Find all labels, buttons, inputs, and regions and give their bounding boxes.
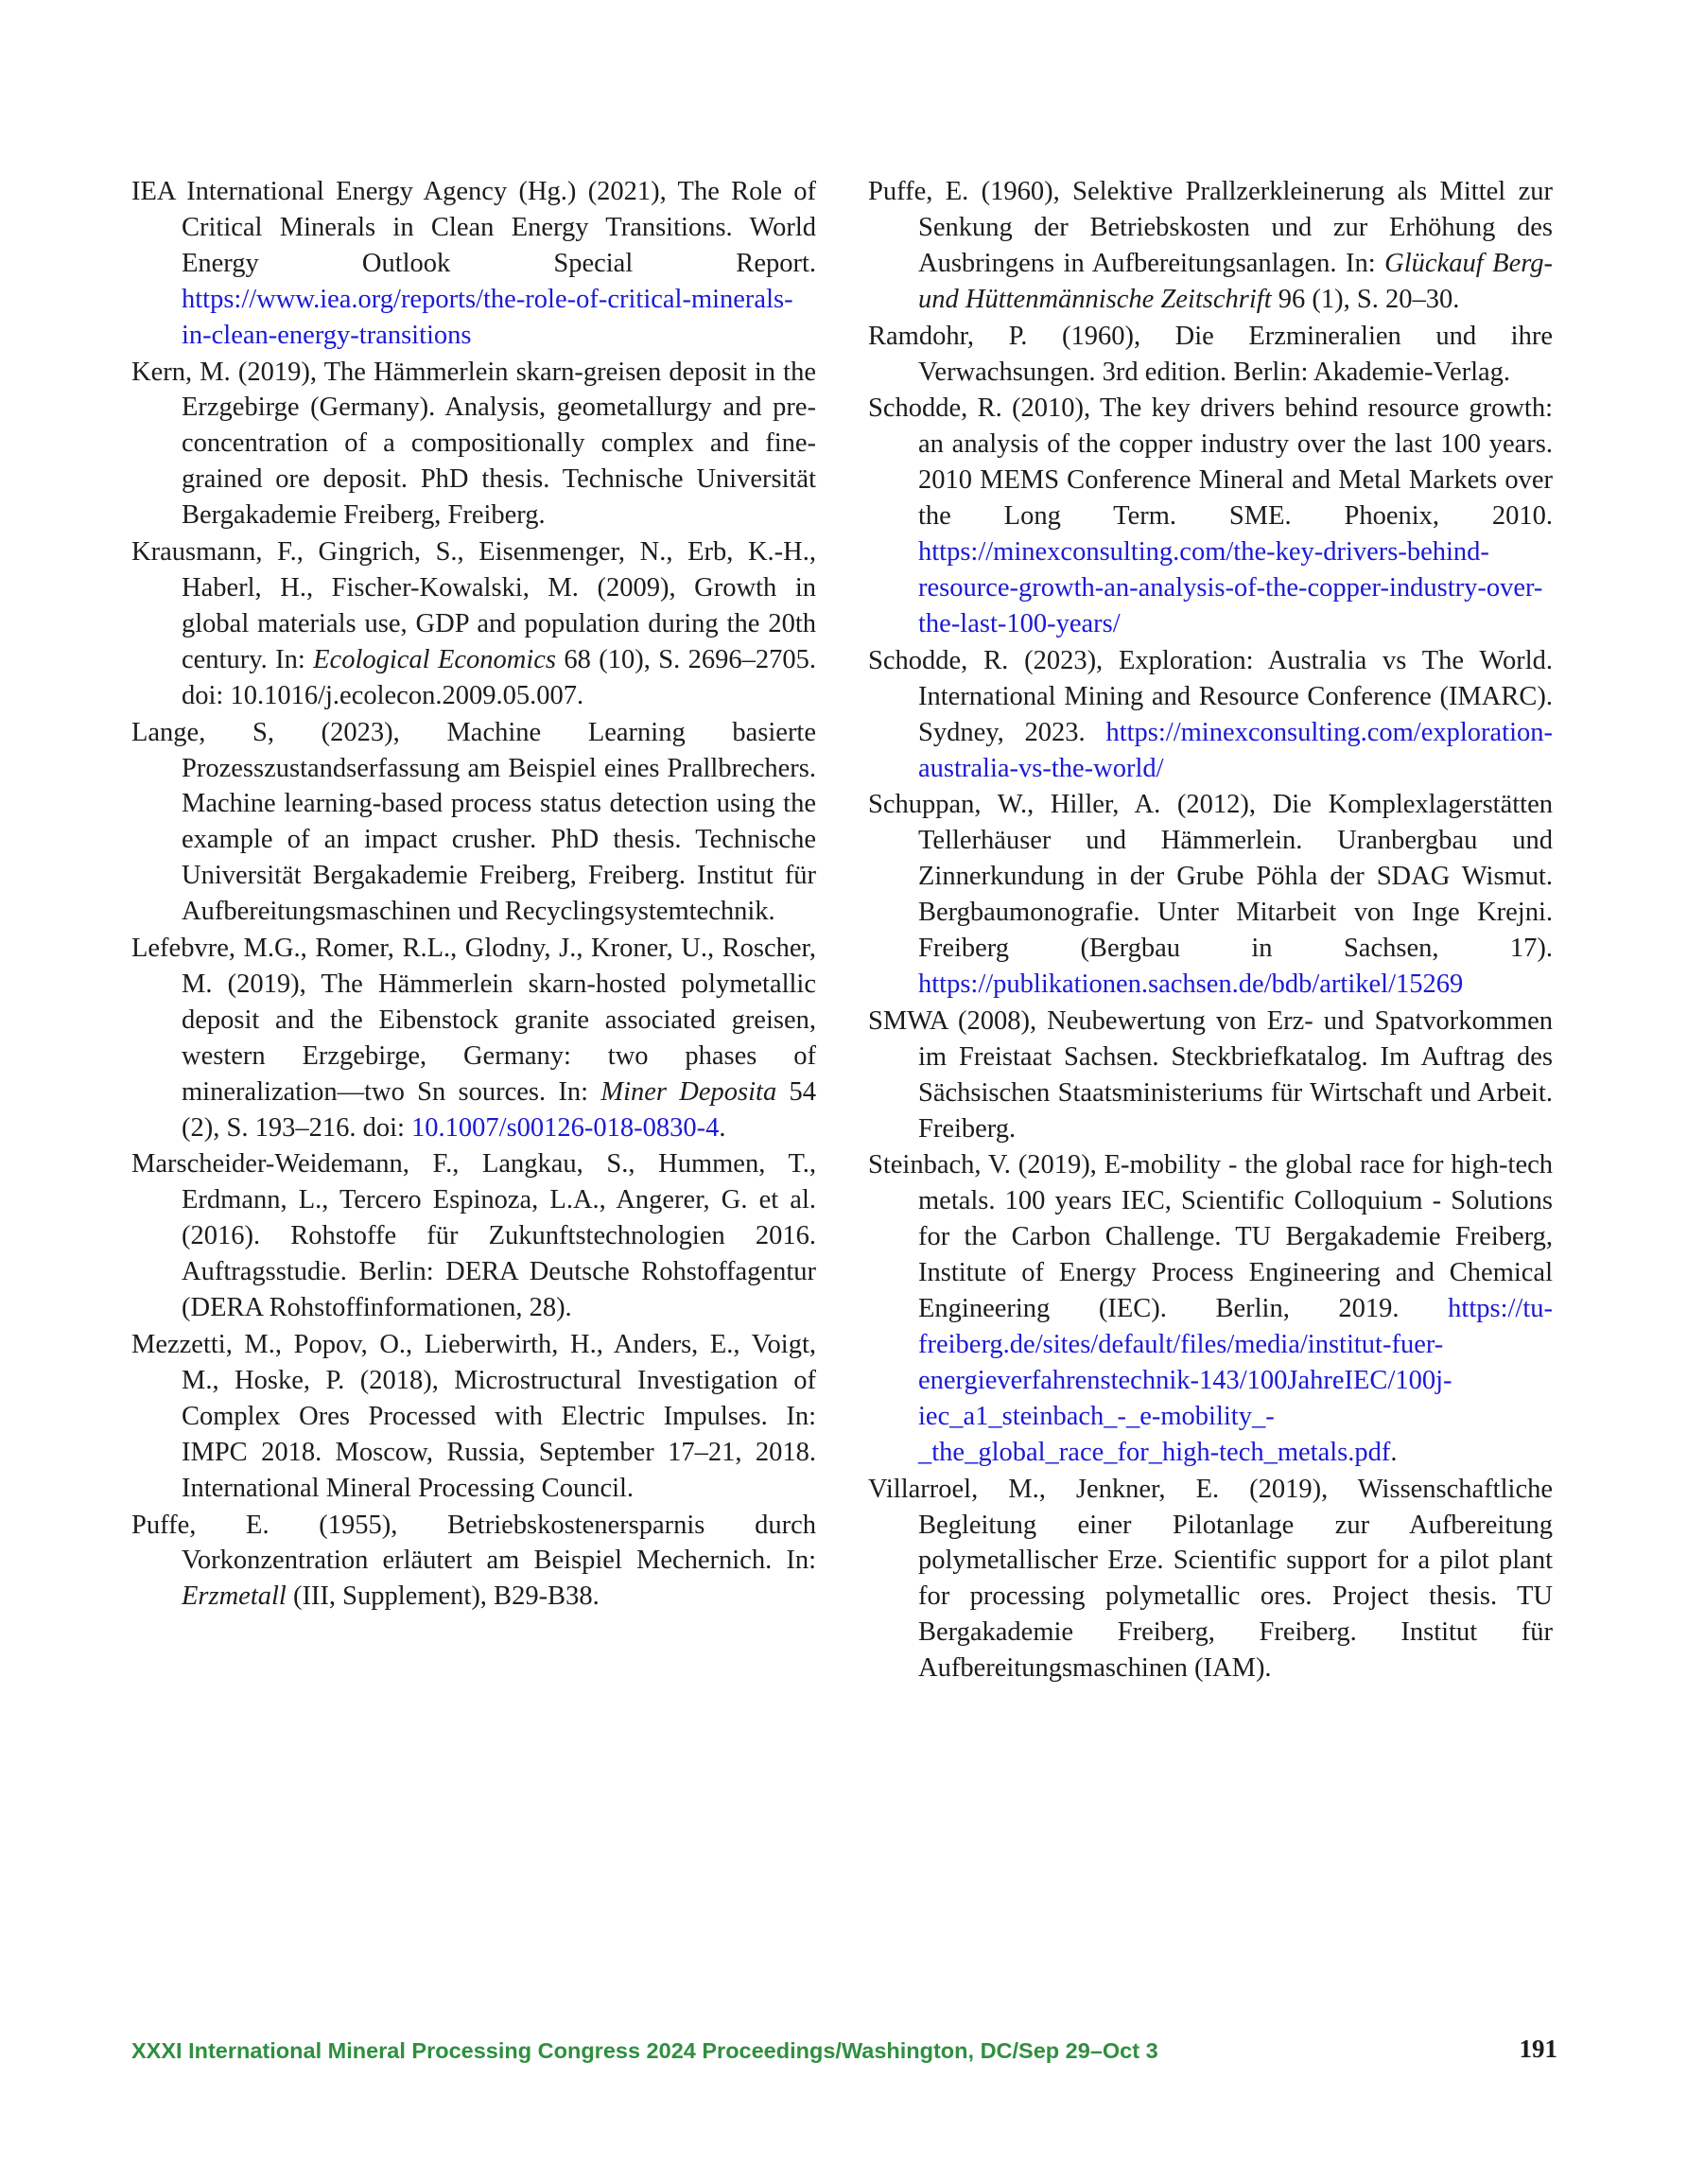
reference-link[interactable]: https://tu-freiberg.de/sites/default/files/media/institut-fuer-energieverfahrenstechnik-143/100JahreIEC/100j-iec_a1_steinbach_-_e-mobility_-_the_global_race_for_high-tech_metals.pdf: [918, 1294, 1553, 1467]
reference-link[interactable]: 10.1007/s00126-018-0830-4: [411, 1112, 720, 1143]
reference-text: .: [1390, 1437, 1398, 1467]
reference-text: Ramdohr, P. (1960), Die Erzmineralien und ihre Verwachsungen. 3rd edition. Berlin: Akademie-Verlag.: [868, 321, 1553, 387]
reference-entry: [131, 174, 816, 354]
reference-text: Schodde, R. (2010), The key drivers behind resource growth: an analysis of the copper industry over the last 100 years. 2010 MEMS Conference Mineral and Metal Markets over the Long Term. SME. Phoenix, 2010.: [868, 393, 1553, 532]
reference-entry: [131, 355, 816, 534]
reference-text: 54 (2), S. 193–216. doi:: [182, 1076, 817, 1143]
reference-journal: Miner Deposita: [600, 1076, 777, 1107]
reference-entry: [868, 391, 1553, 641]
reference-journal: Ecological Economics: [313, 644, 557, 674]
reference-entry: [868, 1004, 1553, 1147]
page-number: 191: [1519, 2035, 1557, 2063]
reference-link[interactable]: https://minexconsulting.com/the-key-drivers-behind-resource-growth-an-analysis-of-the-copper-industry-over-the-last-100-years/: [918, 537, 1543, 638]
reference-text: Schodde, R. (2023), Exploration: Australia vs The World. International Mining and Resource Conference (IMARC). Sydney, 2023.: [868, 645, 1553, 747]
reference-entry: [131, 715, 816, 930]
reference-text: Krausmann, F., Gingrich, S., Eisenmenger, N., Erb, K.-H., Haberl, H., Fischer-Kowalski, M. (2009), Growth in global materials use, GDP and population during the 20th century. In:: [131, 537, 816, 674]
references-right-column: [868, 174, 1553, 1687]
reference-journal: Glückauf Berg- und Hüttenmännische Zeitschrift: [918, 248, 1553, 314]
reference-text: Lange, S, (2023), Machine Learning basierte Prozesszustandserfassung am Beispiel eines Prallbrechers. Machine learning-based process status detection using the example of an impact crusher. PhD thesis. Technische Universität Bergakademie Freiberg, Freiberg. Institut für Aufbereitungsmaschinen und Recyclingsystemtechnik.: [131, 717, 816, 927]
footer-proceedings: XXXI International Mineral Processing Congress 2024 Proceedings/Washington, DC/Sep 29–Oct 3: [131, 2038, 1158, 2063]
reference-entry: [868, 1472, 1553, 1686]
reference-entry: [131, 534, 816, 714]
reference-entry: [131, 1146, 816, 1326]
reference-entry: [868, 1147, 1553, 1470]
reference-text: Puffe, E. (1955), Betriebskostenersparnis durch Vorkonzentration erläutert am Beispiel Mechernich. In:: [131, 1510, 816, 1576]
reference-text: Kern, M. (2019), The Hämmerlein skarn-greisen deposit in the Erzgebirge (Germany). Analysis, geometallurgy and pre-concentration of a compositionally complex and fine-grained ore deposit. PhD thesis. Technische Universität Bergakademie Freiberg, Freiberg.: [131, 357, 816, 531]
reference-text: (III, Supplement), B29-B38.: [286, 1581, 600, 1612]
reference-entry: [868, 174, 1553, 318]
reference-text: Villarroel, M., Jenkner, E. (2019), Wissenschaftliche Begleitung einer Pilotanlage zur Aufbereitung polymetallischer Erze. Scientific support for a pilot plant for processing polymetallic ores. Project thesis. TU Bergakademie Freiberg, Freiberg. Institut für Aufbereitungsmaschinen (IAM).: [868, 1474, 1553, 1684]
reference-text: Schuppan, W., Hiller, A. (2012), Die Komplexlagerstätten Tellerhäuser und Hämmerlein. Uranbergbau und Zinnerkundung in der Grube Pöhla der SDAG Wismut. Bergbaumonografie. Unter Mitarbeit von Inge Krejni. Freiberg (Bergbau in Sachsen, 17).: [868, 790, 1553, 964]
reference-link[interactable]: https://publikationen.sachsen.de/bdb/artikel/15269: [918, 969, 1464, 999]
reference-link[interactable]: https://www.iea.org/reports/the-role-of-critical-minerals-in-clean-energy-transitions: [182, 284, 793, 350]
reference-text: Lefebvre, M.G., Romer, R.L., Glodny, J., Kroner, U., Roscher, M. (2019), The Hämmerlein skarn-hosted polymetallic deposit and the Eibenstock granite associated greisen, western Erzgebirge, Germany: two phases of mineralization—two Sn sources. In:: [131, 934, 816, 1107]
reference-text: Marscheider-Weidemann, F., Langkau, S., Hummen, T., Erdmann, L., Tercero Espinoza, L.A., Angerer, G. et al. (2016). Rohstoffe für Zukunftstechnologien 2016. Auftragsstudie. Berlin: DERA Deutsche Rohstoffagentur (DERA Rohstoffinformationen, 28).: [131, 1149, 816, 1323]
reference-link[interactable]: https://minexconsulting.com/exploration-australia-vs-the-world/: [918, 717, 1553, 783]
reference-entry: [868, 643, 1553, 787]
reference-journal: Erzmetall: [182, 1581, 287, 1612]
reference-entry: [131, 1508, 816, 1616]
reference-text: Steinbach, V. (2019), E-mobility - the global race for high-tech metals. 100 years IEC, Scientific Colloquium - Solutions for the Carbon Challenge. TU Bergakademie Freiberg, Institute of Energy Process Engineering and Chemical Engineering (IEC). Berlin, 2019.: [868, 1150, 1553, 1324]
reference-text: .: [719, 1112, 726, 1143]
reference-entry: [131, 1327, 816, 1507]
reference-entry: [131, 931, 816, 1145]
reference-entry: [868, 787, 1553, 1002]
reference-text: 96 (1), S. 20–30.: [1271, 284, 1460, 314]
reference-text: SMWA (2008), Neubewertung von Erz- und Spatvorkommen im Freistaat Sachsen. Steckbriefkatalog. Im Auftrag des Sächsischen Staatsministeriums für Wirtschaft und Arbeit. Freiberg.: [868, 1005, 1553, 1144]
reference-text: Mezzetti, M., Popov, O., Lieberwirth, H., Anders, E., Voigt, M., Hoske, P. (2018), Microstructural Investigation of Complex Ores Processed with Electric Impulses. In: IMPC 2018. Moscow, Russia, September 17–21, 2018. International Mineral Processing Council.: [131, 1330, 816, 1503]
reference-text: Puffe, E. (1960), Selektive Prallzerkleinerung als Mittel zur Senkung der Betriebskosten und zur Erhöhung des Ausbringens in Aufbereitungsanlagen. In:: [868, 177, 1553, 278]
references-left-column: [131, 174, 816, 1616]
reference-text: IEA International Energy Agency (Hg.) (2021), The Role of Critical Minerals in Clean Energy Transitions. World Energy Outlook Special Report.: [131, 177, 816, 278]
reference-entry: [868, 319, 1553, 391]
reference-text: 68 (10), S. 2696–2705. doi: 10.1016/j.ecolecon.2009.05.007.: [182, 644, 816, 710]
